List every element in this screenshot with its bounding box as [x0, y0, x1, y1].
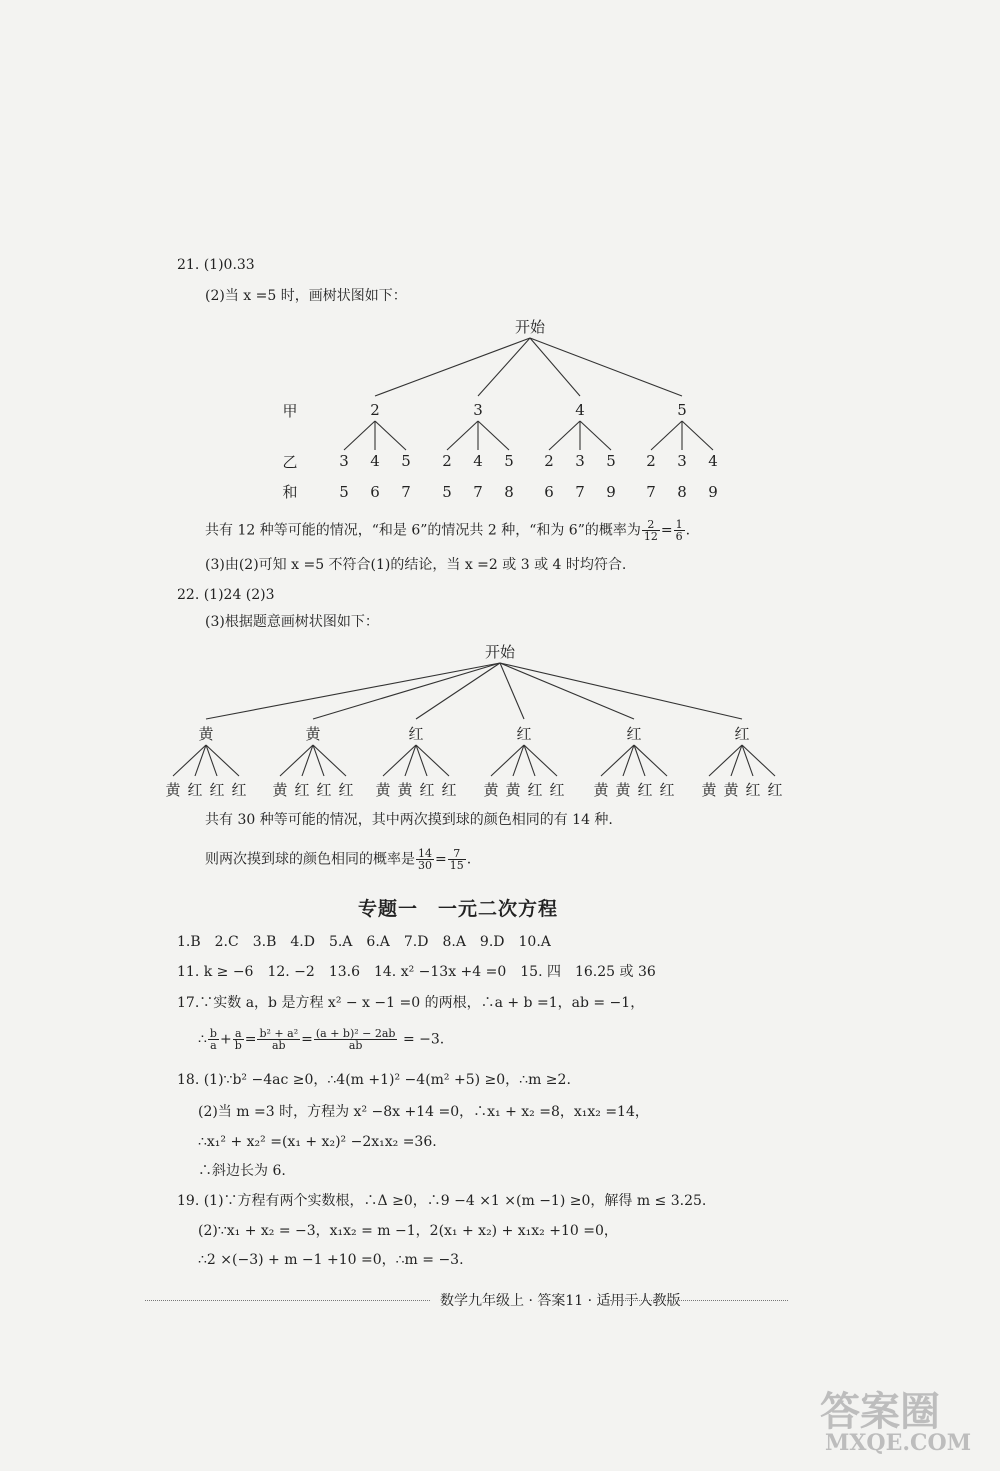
- tree1-sum-value: 9: [708, 483, 718, 501]
- tree1-second-node: 2: [646, 452, 656, 470]
- q18-line4: ∴斜边长为 6.: [198, 1163, 286, 1179]
- tree1-sum-value: 9: [606, 483, 616, 501]
- section-title: 专题一 一元二次方程: [358, 898, 559, 920]
- tree2-second-node: 红: [441, 781, 457, 799]
- q17-line2: ∴ $\frac{b}{a}$ + $\frac{a}{b}$ = $\frac{\text{b² + a²}}{ab}$ = $\frac{\text{(a + b)² − 2ab}}{ab}$ = −3.: [198, 1027, 445, 1052]
- tree1-sum-value: 7: [401, 483, 411, 501]
- tree2-first-node: 黄: [305, 725, 321, 743]
- tree1-sum-value: 7: [646, 483, 656, 501]
- tree1-sum-value: 8: [677, 483, 687, 501]
- tree2-first-node: 红: [626, 725, 642, 743]
- q21-summary-text: 共有 12 种等可能的情况，“和是 6”的情况共 2 种，“和为 6”的概率为: [205, 522, 641, 539]
- answers-line-1: 1.B 2.C 3.B 4.D 5.A 6.A 7.D 8.A 9.D 10.A: [177, 934, 551, 950]
- q21-part2: (2)当 x =5 时，画树状图如下：: [205, 288, 407, 304]
- footer-dots-right: [610, 1300, 788, 1301]
- tree2-second-node: 黄: [615, 781, 631, 799]
- q22-part3: (3)根据题意画树状图如下：: [205, 614, 379, 630]
- q21-part3: (3)由(2)可知 x =5 不符合(1)的结论，当 x =2 或 3 或 4 时均符合.: [205, 557, 627, 573]
- q21-summary: 共有 12 种等可能的情况，“和是 6”的情况共 2 种，“和为 6”的概率为 $\frac{2}{12}$ = $\frac{1}{6}$ .: [205, 518, 691, 543]
- tree2-second-node: 黄: [397, 781, 413, 799]
- tree1-first-node: 3: [473, 401, 483, 419]
- footer-dots-left: [145, 1300, 430, 1301]
- q17-frac-a-over-b: $\frac{a}{b}$: [234, 1027, 242, 1052]
- tree1-second-node: 5: [401, 452, 411, 470]
- tree1-row-label-he: 和: [282, 483, 298, 501]
- tree2-second-node: 红: [294, 781, 310, 799]
- tree2-second-node: 黄: [593, 781, 609, 799]
- q17-frac-sum-squares: $\frac{\text{b² + a²}}{ab}$: [259, 1027, 299, 1052]
- tree2-second-node: 红: [767, 781, 783, 799]
- q22-part1: 22. (1)24 (2)3: [177, 587, 275, 603]
- q22-summary2: 则两次摸到球的颜色相同的概率是 $\frac{14}{30}$ = $\frac{7}{15}$ .: [205, 847, 472, 872]
- tree2-first-node: 红: [734, 725, 750, 743]
- q17-frac-b-over-a: $\frac{b}{a}$: [209, 1027, 217, 1052]
- q21-fraction-b: $\frac{1}{6}$: [675, 518, 683, 543]
- tree1-sum-value: 6: [370, 483, 380, 501]
- tree1-second-node: 3: [575, 452, 585, 470]
- tree2-second-node: 红: [745, 781, 761, 799]
- tree2-second-node: 红: [338, 781, 354, 799]
- tree1-sum-value: 7: [575, 483, 585, 501]
- tree2-second-node: 黄: [375, 781, 391, 799]
- tree2-first-node: 黄: [198, 725, 214, 743]
- tree1-second-node: 5: [504, 452, 514, 470]
- q22-fraction-a: $\frac{14}{30}$: [418, 847, 432, 872]
- q18-line2: (2)当 m =3 时，方程为 x² −8x +14 =0，∴x₁ + x₂ =8，x₁x₂ =14，: [198, 1104, 649, 1120]
- q19-line2: (2)∵x₁ + x₂ = −3，x₁x₂ = m −1，2(x₁ + x₂) + x₁x₂ +10 =0，: [198, 1223, 618, 1239]
- tree1-sum-value: 8: [504, 483, 514, 501]
- tree2-second-node: 黄: [723, 781, 739, 799]
- tree1-second-node: 4: [708, 452, 718, 470]
- tree1-second-node: 2: [544, 452, 554, 470]
- tree2-second-node: 黄: [272, 781, 288, 799]
- tree2-root-label: 开始: [484, 643, 516, 661]
- tree2-second-node: 黄: [701, 781, 717, 799]
- page-footer: 数学九年级上 · 答案11 · 适用于人教版: [440, 1293, 681, 1309]
- tree1-second-node: 4: [473, 452, 483, 470]
- tree1-sum-value: 7: [473, 483, 483, 501]
- tree1-second-node: 3: [677, 452, 687, 470]
- tree2-branch-line: [313, 663, 500, 719]
- tree2-second-node: 红: [419, 781, 435, 799]
- tree2-branch-line: [206, 663, 500, 719]
- tree2-second-node: 红: [231, 781, 247, 799]
- tree1-second-node: 2: [442, 452, 452, 470]
- tree1-second-node: 5: [606, 452, 616, 470]
- q19-line3: ∴2 ×(−3) + m −1 +10 =0，∴m = −3.: [198, 1252, 464, 1268]
- watermark-url: MXQE.COM: [825, 1430, 972, 1456]
- tree2-second-node: 红: [209, 781, 225, 799]
- tree2-second-node: 红: [527, 781, 543, 799]
- q19-line1: 19. (1)∵方程有两个实数根，∴Δ ≥0，∴9 −4 ×1 ×(m −1) ≥0，解得 m ≤ 3.25.: [177, 1193, 707, 1209]
- tree2-second-node: 红: [637, 781, 653, 799]
- q17-frac-expanded: $\frac{\text{(a + b)² − 2ab}}{ab}$: [315, 1027, 396, 1052]
- tree1-first-node: 5: [677, 401, 687, 419]
- tree1-row-label-jia: 甲: [282, 402, 298, 420]
- q21-fraction-a: $\frac{2}{12}$: [643, 518, 658, 543]
- tree2-first-node: 红: [408, 725, 424, 743]
- tree1-sum-value: 5: [339, 483, 349, 501]
- q22-summary1: 共有 30 种等可能的情况，其中两次摸到球的颜色相同的有 14 种.: [205, 812, 613, 828]
- q21-part1: 21. (1)0.33: [177, 257, 255, 273]
- tree2-second-node: 红: [187, 781, 203, 799]
- tree2-second-node: 黄: [505, 781, 521, 799]
- tree1-root-label: 开始: [514, 318, 546, 336]
- tree2-first-node: 红: [516, 725, 532, 743]
- q22-fraction-b: $\frac{7}{15}$: [449, 847, 464, 872]
- tree1-sum-value: 5: [442, 483, 452, 501]
- tree1-second-node: 4: [370, 452, 380, 470]
- tree1-first-node: 2: [370, 401, 380, 419]
- tree2-second-node: 红: [549, 781, 565, 799]
- tree2-second-node: 红: [659, 781, 675, 799]
- tree2-branch-line: [500, 663, 742, 719]
- tree1-first-node: 4: [575, 401, 585, 419]
- tree1-second-node: 3: [339, 452, 349, 470]
- tree2-second-node: 黄: [483, 781, 499, 799]
- q17-line1: 17.∵实数 a，b 是方程 x² − x −1 =0 的两根，∴a + b =1，ab = −1，: [177, 995, 645, 1011]
- tree2-second-node: 黄: [165, 781, 181, 799]
- tree1-sum-value: 6: [544, 483, 554, 501]
- q18-line3: ∴x₁² + x₂² =(x₁ + x₂)² −2x₁x₂ =36.: [198, 1134, 437, 1150]
- q18-line1: 18. (1)∵b² −4ac ≥0，∴4(m +1)² −4(m² +5) ≥0，∴m ≥2.: [177, 1072, 571, 1088]
- tree1-row-label-yi: 乙: [282, 453, 298, 471]
- answers-line-2: 11. k ≥ −6 12. −2 13.6 14. x² −13x +4 =0 15. 四 16.25 或 36: [177, 964, 656, 980]
- watermark-logo: 答案圈: [820, 1388, 940, 1435]
- tree2-second-node: 红: [316, 781, 332, 799]
